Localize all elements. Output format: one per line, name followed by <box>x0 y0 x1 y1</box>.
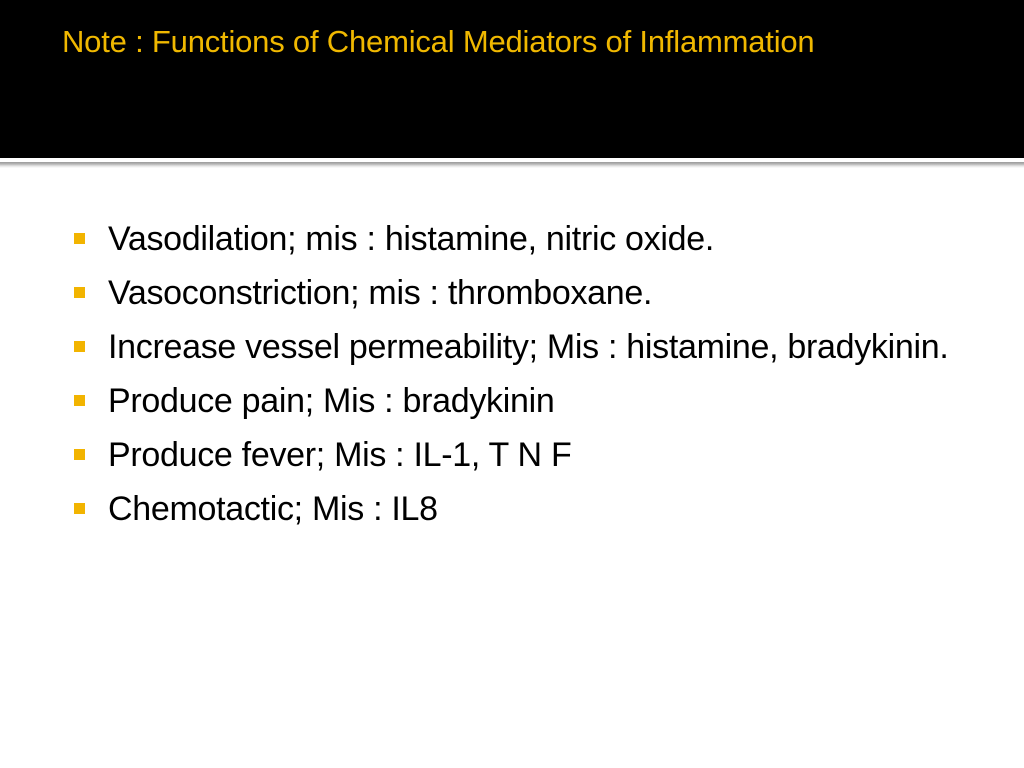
bullet-text: Vasoconstriction; mis : thromboxane. <box>108 274 653 312</box>
bullet-text: Produce pain; Mis : bradykinin <box>108 382 555 420</box>
title-divider <box>0 158 1024 168</box>
square-bullet-icon <box>74 287 85 298</box>
square-bullet-icon <box>74 449 85 460</box>
bullet-text: Vasodilation; mis : histamine, nitric oxide. <box>108 220 714 258</box>
bullet-item <box>74 320 974 374</box>
bullet-item <box>74 266 974 320</box>
bullet-list <box>74 212 974 536</box>
bullet-text: Increase vessel permeability; Mis : histamine, bradykinin. <box>108 328 949 366</box>
bullet-text: Produce fever; Mis : IL-1, T N F <box>108 436 572 474</box>
square-bullet-icon <box>74 233 85 244</box>
title-bar <box>0 0 1024 158</box>
square-bullet-icon <box>74 503 85 514</box>
square-bullet-icon <box>74 341 85 352</box>
bullet-text: Chemotactic; Mis : IL8 <box>108 490 438 528</box>
bullet-item <box>74 482 974 536</box>
bullet-item <box>74 428 974 482</box>
square-bullet-icon <box>74 395 85 406</box>
bullet-item <box>74 212 974 266</box>
slide-title: Note : Functions of Chemical Mediators of Inflammation <box>62 24 815 59</box>
bullet-item <box>74 374 974 428</box>
